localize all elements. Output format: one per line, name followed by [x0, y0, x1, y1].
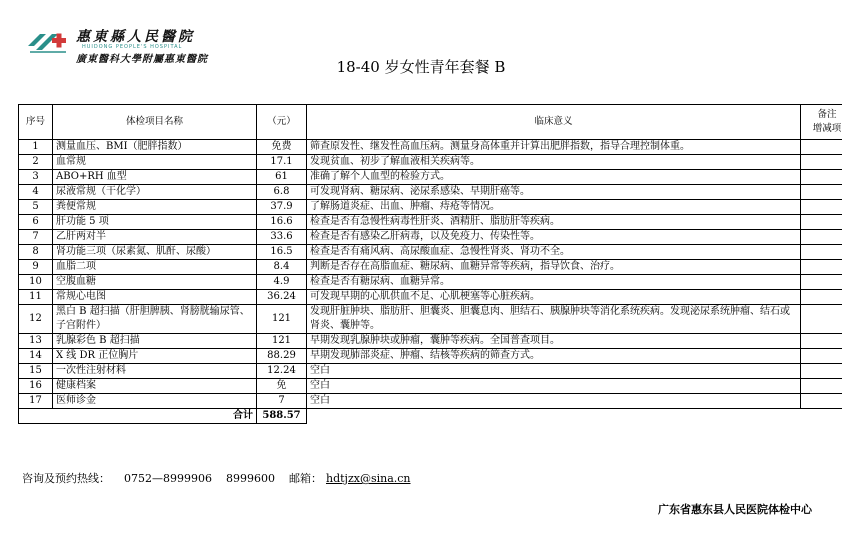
row-remark — [801, 334, 842, 349]
table-row — [19, 334, 842, 349]
row-meaning: 可发现肾病、糖尿病、泌尿系感染、早期肝癌等。 — [307, 185, 801, 200]
row-meaning: 空白 — [307, 364, 801, 379]
row-meaning: 发现贫血、初步了解血液相关疾病等。 — [307, 155, 801, 170]
row-remark — [801, 275, 842, 290]
row-item: 乙肝两对半 — [53, 230, 257, 245]
row-seq: 6 — [19, 215, 53, 230]
table-row — [19, 260, 842, 275]
row-seq: 13 — [19, 334, 53, 349]
table-row — [19, 379, 842, 394]
row-price: 6.8 — [257, 185, 307, 200]
row-price: 37.9 — [257, 200, 307, 215]
row-meaning: 判断是否存在高脂血症、糖尿病、血糖异常等疾病，指导饮食、治疗。 — [307, 260, 801, 275]
row-remark — [801, 245, 842, 260]
row-meaning: 检查是否有感染乙肝病毒，以及免疫力、传染性等。 — [307, 230, 801, 245]
row-item: 血脂二项 — [53, 260, 257, 275]
header-item: 体检项目名称 — [53, 105, 257, 140]
row-meaning: 了解肠道炎症、出血、肿瘤、痔疮等情况。 — [307, 200, 801, 215]
row-seq: 10 — [19, 275, 53, 290]
row-price: 121 — [257, 305, 307, 334]
row-seq: 12 — [19, 305, 53, 334]
row-meaning: 检查是否有急慢性病毒性肝炎、酒精肝、脂肪肝等疾病。 — [307, 215, 801, 230]
email-label: 邮箱： — [288, 472, 322, 485]
row-seq: 2 — [19, 155, 53, 170]
row-meaning: 早期发现乳腺肿块或肿瘤，囊肿等疾病。全国普查项目。 — [307, 334, 801, 349]
hospital-name: 惠東縣人民醫院 — [76, 29, 195, 45]
contact-phone-1: 0752—8999906 — [124, 472, 212, 485]
hospital-logo-icon — [26, 28, 72, 56]
table-row — [19, 275, 842, 290]
row-remark — [801, 349, 842, 364]
hospital-subtitle: 廣東醫科大學附屬惠東醫院 — [76, 54, 208, 65]
row-price: 免费 — [257, 140, 307, 155]
row-price: 88.29 — [257, 349, 307, 364]
header-remark-line2: 增减项 — [812, 123, 842, 134]
page-title: 18-40 岁女性青年套餐 B — [336, 58, 506, 76]
row-seq: 9 — [19, 260, 53, 275]
row-seq: 1 — [19, 140, 53, 155]
table-row — [19, 155, 842, 170]
table-row — [19, 200, 842, 215]
row-remark — [801, 230, 842, 245]
table-header-row — [19, 105, 842, 140]
row-remark — [801, 170, 842, 185]
total-label: 合计 — [19, 409, 257, 424]
row-remark — [801, 140, 842, 155]
row-seq: 4 — [19, 185, 53, 200]
table-row — [19, 170, 842, 185]
row-price: 4.9 — [257, 275, 307, 290]
row-item: 一次性注射材料 — [53, 364, 257, 379]
row-item: 尿液常规（干化学） — [53, 185, 257, 200]
row-price: 16.6 — [257, 215, 307, 230]
row-price: 36.24 — [257, 290, 307, 305]
row-remark — [801, 394, 842, 409]
row-price: 61 — [257, 170, 307, 185]
row-remark — [801, 305, 842, 334]
row-remark — [801, 260, 842, 275]
table-row — [19, 215, 842, 230]
row-seq: 7 — [19, 230, 53, 245]
row-item: 空腹血糖 — [53, 275, 257, 290]
table-row — [19, 364, 842, 379]
row-seq: 16 — [19, 379, 53, 394]
row-item: 肝功能 5 项 — [53, 215, 257, 230]
row-meaning: 空白 — [307, 394, 801, 409]
contact-label: 咨询及预约热线： — [22, 472, 110, 485]
header-remark-line1: 备注 — [817, 109, 837, 120]
row-meaning: 检查是否有糖尿病、血糖异常。 — [307, 275, 801, 290]
table-row — [19, 185, 842, 200]
header-price: （元） — [257, 105, 307, 140]
row-meaning: 检查是否有痛风病、高尿酸血症、急慢性肾炎、肾功不全。 — [307, 245, 801, 260]
row-item: 健康档案 — [53, 379, 257, 394]
row-item: 测量血压、BMI（肥胖指数） — [53, 140, 257, 155]
row-price: 7 — [257, 394, 307, 409]
row-seq: 14 — [19, 349, 53, 364]
row-item: 肾功能三项（尿素氮、肌酐、尿酸） — [53, 245, 257, 260]
row-remark — [801, 364, 842, 379]
row-seq: 17 — [19, 394, 53, 409]
table-row — [19, 140, 842, 155]
row-price: 16.5 — [257, 245, 307, 260]
hospital-name-en: HUIDONG PEOPLE'S HOSPITAL — [82, 44, 183, 50]
row-meaning: 空白 — [307, 379, 801, 394]
row-price: 33.6 — [257, 230, 307, 245]
row-item: ABO+RH 血型 — [53, 170, 257, 185]
row-remark — [801, 379, 842, 394]
row-remark — [801, 200, 842, 215]
row-remark — [801, 185, 842, 200]
total-value: 588.57 — [257, 409, 307, 424]
row-meaning: 可发现早期的心肌供血不足、心肌梗塞等心脏疾病。 — [307, 290, 801, 305]
row-meaning: 筛查原发性、继发性高血压病。测量身高体重并计算出肥胖指数，指导合理控制体重。 — [307, 140, 801, 155]
row-price: 免 — [257, 379, 307, 394]
row-item: 乳腺彩色 B 超扫描 — [53, 334, 257, 349]
row-item: 医师诊金 — [53, 394, 257, 409]
contact-phone-2: 8999600 — [225, 472, 275, 485]
header-meaning: 临床意义 — [307, 105, 801, 140]
table-row — [19, 230, 842, 245]
row-item: 常规心电图 — [53, 290, 257, 305]
row-remark — [801, 290, 842, 305]
table-row — [19, 305, 842, 334]
row-item: X 线 DR 正位胸片 — [53, 349, 257, 364]
table-row — [19, 290, 842, 305]
table-row — [19, 394, 842, 409]
row-price: 17.1 — [257, 155, 307, 170]
row-remark — [801, 155, 842, 170]
row-seq: 8 — [19, 245, 53, 260]
row-meaning: 准确了解个人血型的检验方式。 — [307, 170, 801, 185]
table-row — [19, 245, 842, 260]
footer-organization: 广东省惠东县人民医院体检中心 — [658, 503, 812, 516]
row-seq: 15 — [19, 364, 53, 379]
header-remark — [801, 105, 842, 140]
package-table — [18, 104, 842, 424]
row-remark — [801, 215, 842, 230]
row-item: 粪便常规 — [53, 200, 257, 215]
row-seq: 3 — [19, 170, 53, 185]
row-seq: 5 — [19, 200, 53, 215]
total-row — [19, 409, 842, 424]
header-seq: 序号 — [19, 105, 53, 140]
table-row — [19, 349, 842, 364]
row-meaning: 发现肝脏肿块、脂肪肝、胆囊炎、胆囊息肉、胆结石、胰腺肿块等消化系统疾病。发现泌尿系统肿瘤、结石或肾炎、囊肿等。 — [307, 305, 801, 334]
row-item: 血常规 — [53, 155, 257, 170]
row-meaning: 早期发现肺部炎症、肿瘤、结核等疾病的筛查方式。 — [307, 349, 801, 364]
email-link[interactable]: hdtjzx@sina.cn — [325, 472, 411, 485]
row-seq: 11 — [19, 290, 53, 305]
contact-line — [22, 470, 425, 486]
row-price: 121 — [257, 334, 307, 349]
row-price: 12.24 — [257, 364, 307, 379]
row-item: 黑白 B 超扫描（肝胆脾胰、肾膀胱输尿管、子宫附件） — [53, 305, 257, 334]
row-price: 8.4 — [257, 260, 307, 275]
